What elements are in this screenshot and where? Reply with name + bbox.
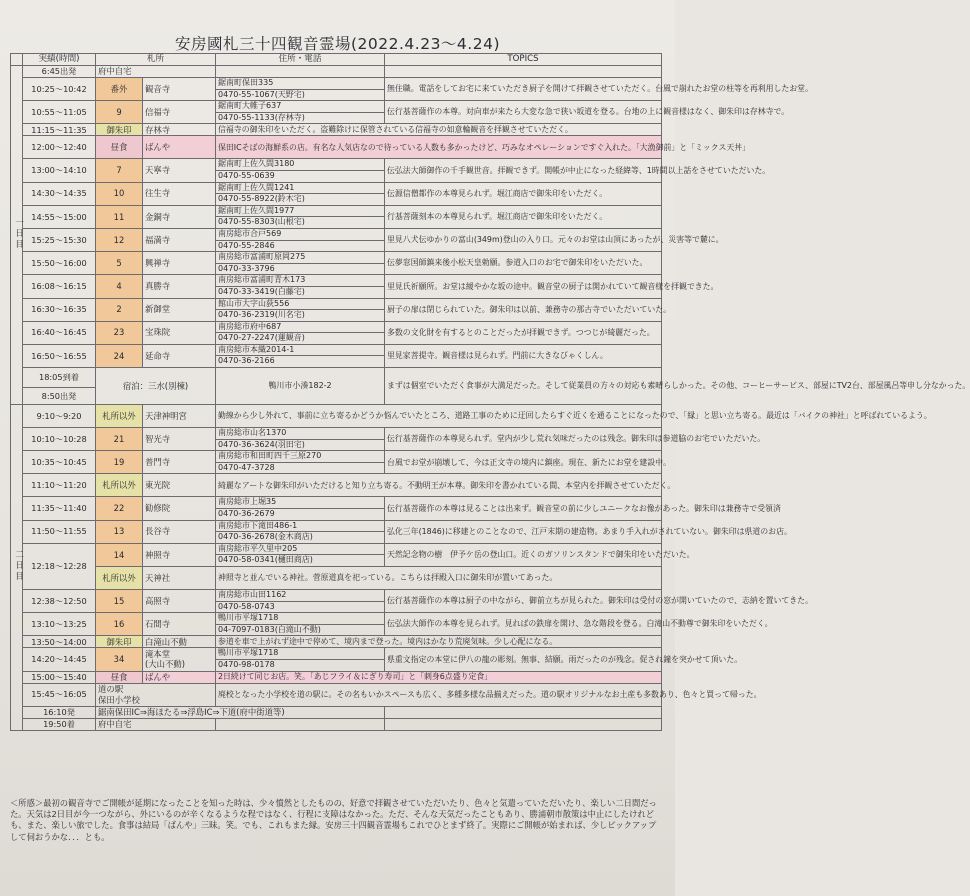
temple-name: 天神社: [143, 567, 216, 590]
time-cell: 16:50〜16:55: [23, 344, 96, 367]
temple-name: 存林寺: [143, 124, 216, 136]
table-row: [11, 205, 662, 228]
temple-number: 24: [96, 344, 143, 367]
table-row: [11, 101, 662, 124]
topic-cell: 参道を車で上がれず途中で停めて、境内まで登った。境内はかなり荒廃気味。少し心配になる。: [216, 636, 662, 648]
table-row: [11, 66, 662, 78]
time-cell: 18:05到着: [23, 368, 96, 388]
topic-cell: 県重文指定の本堂に伊八の龍の彫刻。無事、結願。雨だったのが残念。促され鐘を突かせて頂いた。: [385, 648, 662, 671]
table-row: [11, 275, 662, 298]
time-cell: 14:20〜14:45: [23, 648, 96, 671]
topic-cell: 里見八犬伝ゆかりの富山(349m)登山の入り口。元々のお堂は山頂にあったが、災害等で麓に。: [385, 228, 662, 251]
table-row: [11, 344, 662, 367]
address-cell: 南房総市山田1162 0470-58-0743: [216, 590, 385, 613]
temple-number: 札所以外: [96, 405, 143, 428]
time-cell: 10:10〜10:28: [23, 428, 96, 451]
address-cell: 南房総市富浦町青木173 0470-33-3419(白藤宅): [216, 275, 385, 298]
restaurant-name: ばんや: [143, 671, 216, 683]
temple-name: 勧修院: [143, 497, 216, 520]
topic-cell: 伝行基菩薩作の本尊は厨子の中ながら、御前立ちが見られた。御朱印は受付の窓が開いていたので、志納を置いてきた。: [385, 590, 662, 613]
time-cell: 10:25〜10:42: [23, 78, 96, 101]
table-row: [11, 520, 662, 543]
time-cell: 13:50〜14:00: [23, 636, 96, 648]
temple-name: 観音寺: [143, 78, 216, 101]
table-row: [11, 590, 662, 613]
temple-number: 10: [96, 182, 143, 205]
schedule-table: [10, 53, 970, 731]
topic-cell: 伝夢窓国師鎮来後小松天皇勅願。参道入口のお宅で御朱印をいただいた。: [385, 252, 662, 275]
header-row: [11, 54, 662, 66]
temple-number: 9: [96, 101, 143, 124]
page-title: 安房國札三十四観音霊場(2022.4.23〜4.24): [175, 35, 500, 53]
table-row: [11, 136, 662, 159]
time-cell: 11:15〜11:35: [23, 124, 96, 136]
restaurant-name: ばんや: [143, 136, 216, 159]
impressions-note: ＜所感＞最初の観音寺でご開帳が延期になったことを知った時は、少々憤然としたものの、好意で拝観させていただいたり、色々と気遣っていただいたり、楽しい二日間だった。天気は2日目が今一つながら、外にいるのが辛くなるような程ではなく、行程に支障はなかった。ただ、そんな天気だったこともあり、勝浦朝市散策は中止にしたけれども、また、楽しい旅でした。食事は結局「ばんや」三昧。笑。でも、これもまた縁。安房三十四観音霊場もこれでひとまず終了。実際にご開帳が始まれば、少しピックアップして伺おうかな．．．とも。: [10, 798, 657, 842]
meal-label: 昼食: [96, 671, 143, 683]
address-cell: 南房総市和田町四千三原270 0470-47-3728: [216, 451, 385, 474]
table-row: [11, 497, 662, 520]
topic-cell: 信福寺の御朱印をいただく。盗難除けに保管されている信福寺の如意輪観音を拝観させていただく。: [216, 124, 662, 136]
table-row: [11, 636, 662, 648]
meal-label: 昼食: [96, 136, 143, 159]
temple-number: 23: [96, 321, 143, 344]
time-cell: 10:35〜10:45: [23, 451, 96, 474]
topic-cell: 伝行基菩薩作の本尊。対向車が来たら大変な急で狭い坂道を登る。台地の上に観音様はなく、御朱印は存林寺で。: [385, 101, 662, 124]
address-cell: 南房総市富浦町原岡275 0470-33-3796: [216, 252, 385, 275]
temple-name: 神照寺: [143, 543, 216, 566]
address-cell: 鴨川市平塚1718 0470-98-0178: [216, 648, 385, 671]
time-cell: 16:10発: [23, 706, 96, 718]
time-cell: 14:55〜15:00: [23, 205, 96, 228]
table-row: [11, 718, 662, 730]
address-cell: 南房総市平久里中205 0470-58-0341(樋田商店): [216, 543, 385, 566]
topic-cell: 天然記念物の樹 伊予ケ岳の登山口。近くのガソリンスタンドで御朱印をいただいた。: [385, 543, 662, 566]
table-row: [11, 252, 662, 275]
temple-name: 往生寺: [143, 182, 216, 205]
topic-cell: 里見家菩提寺。観音様は見られず。門前に大きなびゃくしん。: [385, 344, 662, 367]
topic-cell: 里見氏祈願所。お堂は緩やかな坂の途中。観音堂の厨子は開かれていて観音様を拝観できた。: [385, 275, 662, 298]
time-cell: 11:50〜11:55: [23, 520, 96, 543]
temple-name: 天津神明宮: [143, 405, 216, 428]
time-cell: 11:10〜11:20: [23, 474, 96, 497]
address-cell: 鴨川市平塚1718 04-7097-0183(白滝山不動): [216, 613, 385, 636]
temple-number: 22: [96, 497, 143, 520]
table-row: [11, 159, 662, 182]
topic-cell: 伝行基菩薩作の本尊は見ることは出来ず。観音堂の前に少しユニークなお像があった。御朱印は兼務寺で受領済: [385, 497, 662, 520]
temple-name: 高照寺: [143, 590, 216, 613]
temple-name: 普門寺: [143, 451, 216, 474]
topic-cell: 伝源信僧都作の本尊見られず。堀江商店で御朱印をいただく。: [385, 182, 662, 205]
temple-number: 2: [96, 298, 143, 321]
time-cell: 9:10〜9:20: [23, 405, 96, 428]
table-row: [11, 683, 662, 706]
topic-cell: 弘化三年(1846)に移建とのことなので、江戸末期の建造物。あまり手入れがされていない。御朱印は県道のお店。: [385, 520, 662, 543]
table-row: [11, 428, 662, 451]
temple-name: 福満寺: [143, 228, 216, 251]
time-cell: 19:50着: [23, 718, 96, 730]
temple-number: 番外: [96, 78, 143, 101]
header-time: 実績(時間): [23, 54, 96, 66]
temple-number: 札所以外: [96, 567, 143, 590]
temple-number: 御朱印: [96, 124, 143, 136]
header-address: 住所・電話: [216, 54, 385, 66]
place-cell: 道の駅 保田小学校: [96, 683, 216, 706]
topic-cell: 厨子の扉は閉じられていた。御朱印は以前、兼務寺の那古寺でいただいていた。: [385, 298, 662, 321]
temple-name: 金銅寺: [143, 205, 216, 228]
temple-name: 宝珠院: [143, 321, 216, 344]
time-cell: 12:00〜12:40: [23, 136, 96, 159]
address-cell: 鋸南町上佐久間1977 0470-55-8303(山根宅): [216, 205, 385, 228]
topic-cell: 伝行基菩薩作の本尊見られず。堂内が少し荒れ気味だったのは残念。御朱印は参道脇のお宅でいただいた。: [385, 428, 662, 451]
table-row: [11, 368, 662, 388]
temple-name: 興禅寺: [143, 252, 216, 275]
topic-cell: 行基菩薩刻本の本尊見られず。堀江商店で御朱印をいただく。: [385, 205, 662, 228]
address-cell: 鋸南町保田335 0470-55-1067(天野宅): [216, 78, 385, 101]
place-cell: 府中自宅: [96, 66, 216, 78]
table-row: [11, 405, 662, 428]
topic-cell: 廃校となった小学校を道の駅に。その名もいかスペースも広く、多種多様な品揃えだった。道の駅オリジナルなお土産も多数あり、色々と買って帰った。: [216, 683, 662, 706]
place-cell: 府中自宅: [96, 718, 216, 730]
temple-name: 天寧寺: [143, 159, 216, 182]
topic-cell: 勤線から少し外れて、事前に立ち寄るかどうか悩んでいたところ、道路工事のために迂回したらすぐ近くを通ることになったので、「縁」と思い立ち寄る。最近は「バイクの神社」と呼ばれているよう。: [216, 405, 662, 428]
temple-number: 16: [96, 613, 143, 636]
table-row: [11, 182, 662, 205]
time-cell: 16:40〜16:45: [23, 321, 96, 344]
address-cell: 館山市大字山荻556 0470-36-2319(川名宅): [216, 298, 385, 321]
temple-number: 34: [96, 648, 143, 671]
temple-name: 石間寺: [143, 613, 216, 636]
table-row: [11, 648, 662, 671]
temple-name: 滝本堂 (大山不動): [143, 648, 216, 671]
temple-number: 11: [96, 205, 143, 228]
time-cell: 12:18〜12:28: [23, 543, 96, 589]
address-cell: 南房総市本織2014-1 0470-36-2166: [216, 344, 385, 367]
header-topics: TOPICS: [385, 54, 662, 66]
topic-cell: 保田ICそばの海鮮系の店。有名な人気店なので待っている人数も多かったけど、巧みなオペレーションですぐ入れた。「大漁御前」と「ミックス天丼」: [216, 136, 662, 159]
time-cell: 11:35〜11:40: [23, 497, 96, 520]
time-cell: 15:50〜16:00: [23, 252, 96, 275]
table-row: [11, 228, 662, 251]
address-cell: 鋸南町大帷子637 0470-55-1133(存林寺): [216, 101, 385, 124]
temple-number: 15: [96, 590, 143, 613]
temple-number: 4: [96, 275, 143, 298]
time-cell: 15:25〜15:30: [23, 228, 96, 251]
time-cell: 13:00〜14:10: [23, 159, 96, 182]
temple-name: 延命寺: [143, 344, 216, 367]
temple-number: 12: [96, 228, 143, 251]
time-cell: 10:55〜11:05: [23, 101, 96, 124]
topic-cell: 綺麗なアートな御朱印がいただけると知り立ち寄る。不動明王が本尊。御朱印を書かれている間、本堂内を拝観させていただく。: [216, 474, 662, 497]
temple-number: 御朱印: [96, 636, 143, 648]
topic-cell: 伝弘法大師御作の千手観世音。拝観できず。開帳が中止になった経緯等、1時間以上話をさせていただいた。: [385, 159, 662, 182]
temple-name: 信福寺: [143, 101, 216, 124]
day-1-label: 一日目: [11, 66, 23, 405]
table-row: [11, 706, 662, 718]
address-cell: 鴨川市小湊182-2: [216, 368, 385, 405]
address-cell: 南房総市山名1370 0470-36-3624(羽田宅): [216, 428, 385, 451]
address-cell: 鋸南町上佐久間3180 0470-55-0639: [216, 159, 385, 182]
topic-cell: 神照寺と並んでいる神社。菅原道真を祀っている。こちらは拝殿入口に御朱印が置いてあった。: [216, 567, 662, 590]
temple-name: 長谷寺: [143, 520, 216, 543]
topic-cell: 伝弘法大師作の本尊を見られず。見ればの鉄扉を開け、急な階段を登る。白滝山不動尊で御朱印をいただく。: [385, 613, 662, 636]
temple-name: 真勝寺: [143, 275, 216, 298]
day-2-label: 二日目: [11, 405, 23, 731]
table-row: [11, 543, 662, 566]
time-cell: 8:50出発: [23, 388, 96, 405]
temple-number: 21: [96, 428, 143, 451]
header-fuda: 札所: [96, 54, 216, 66]
time-cell: 14:30〜14:35: [23, 182, 96, 205]
route-cell: 鋸南保田IC⇒海ほたる⇒浮島IC⇒下道(府中街道等): [96, 706, 385, 718]
topic-cell: 台風でお堂が崩壊して、今は正文寺の境内に鎮座。現在、新たにお堂を建設中。: [385, 451, 662, 474]
time-cell: 13:10〜13:25: [23, 613, 96, 636]
address-cell: 南房総市府中687 0470-27-2247(蓮観音): [216, 321, 385, 344]
topic-cell: 2日続けて同じお店。笑。「あじフライ＆にぎり寿司」と「刺身6点盛り定食」: [216, 671, 662, 683]
temple-name: 新御堂: [143, 298, 216, 321]
table-row: [11, 321, 662, 344]
address-cell: 南房総市合戸569 0470-55-2846: [216, 228, 385, 251]
table-row: [11, 298, 662, 321]
address-cell: 南房総市下滝田486-1 0470-36-2678(金木商店): [216, 520, 385, 543]
temple-number: 7: [96, 159, 143, 182]
time-cell: 15:00〜15:40: [23, 671, 96, 683]
time-cell: 16:08〜16:15: [23, 275, 96, 298]
topic-cell: 多数の文化財を有するとのことだったが拝観できず。つつじが綺麗だった。: [385, 321, 662, 344]
time-cell: 12:38〜12:50: [23, 590, 96, 613]
address-cell: 鋸南町上佐久間1241 0470-55-8922(鈴木宅): [216, 182, 385, 205]
lodging-name: 宿泊：三水(別棟): [96, 368, 216, 405]
time-cell: 6:45出発: [23, 66, 96, 78]
table-row: [11, 78, 662, 101]
table-row: [11, 613, 662, 636]
table-row: [11, 451, 662, 474]
topic-cell: まずは個室でいただく食事が大満足だった。そして従業員の方々の対応も素晴らしかった。その他、コーヒーサービス、部屋にTV2台、部屋風呂等申し分なかった。: [385, 368, 662, 405]
time-cell: 16:30〜16:35: [23, 298, 96, 321]
table-row: [11, 671, 662, 683]
temple-name: 東光院: [143, 474, 216, 497]
temple-name: 白滝山不動: [143, 636, 216, 648]
time-cell: 15:45〜16:05: [23, 683, 96, 706]
topic-cell: 無住職。電話をしてお宅に来ていただき厨子を開けて拝観させていただく。台風で崩れたお堂の柱等を再利用したお堂。: [385, 78, 662, 101]
table-row: [11, 124, 662, 136]
temple-number: 13: [96, 520, 143, 543]
temple-number: 札所以外: [96, 474, 143, 497]
table-row: [11, 567, 662, 590]
address-cell: 南房総市上堀35 0470-36-2679: [216, 497, 385, 520]
temple-name: 智光寺: [143, 428, 216, 451]
table-row: [11, 474, 662, 497]
temple-number: 19: [96, 451, 143, 474]
temple-number: 14: [96, 543, 143, 566]
temple-number: 5: [96, 252, 143, 275]
